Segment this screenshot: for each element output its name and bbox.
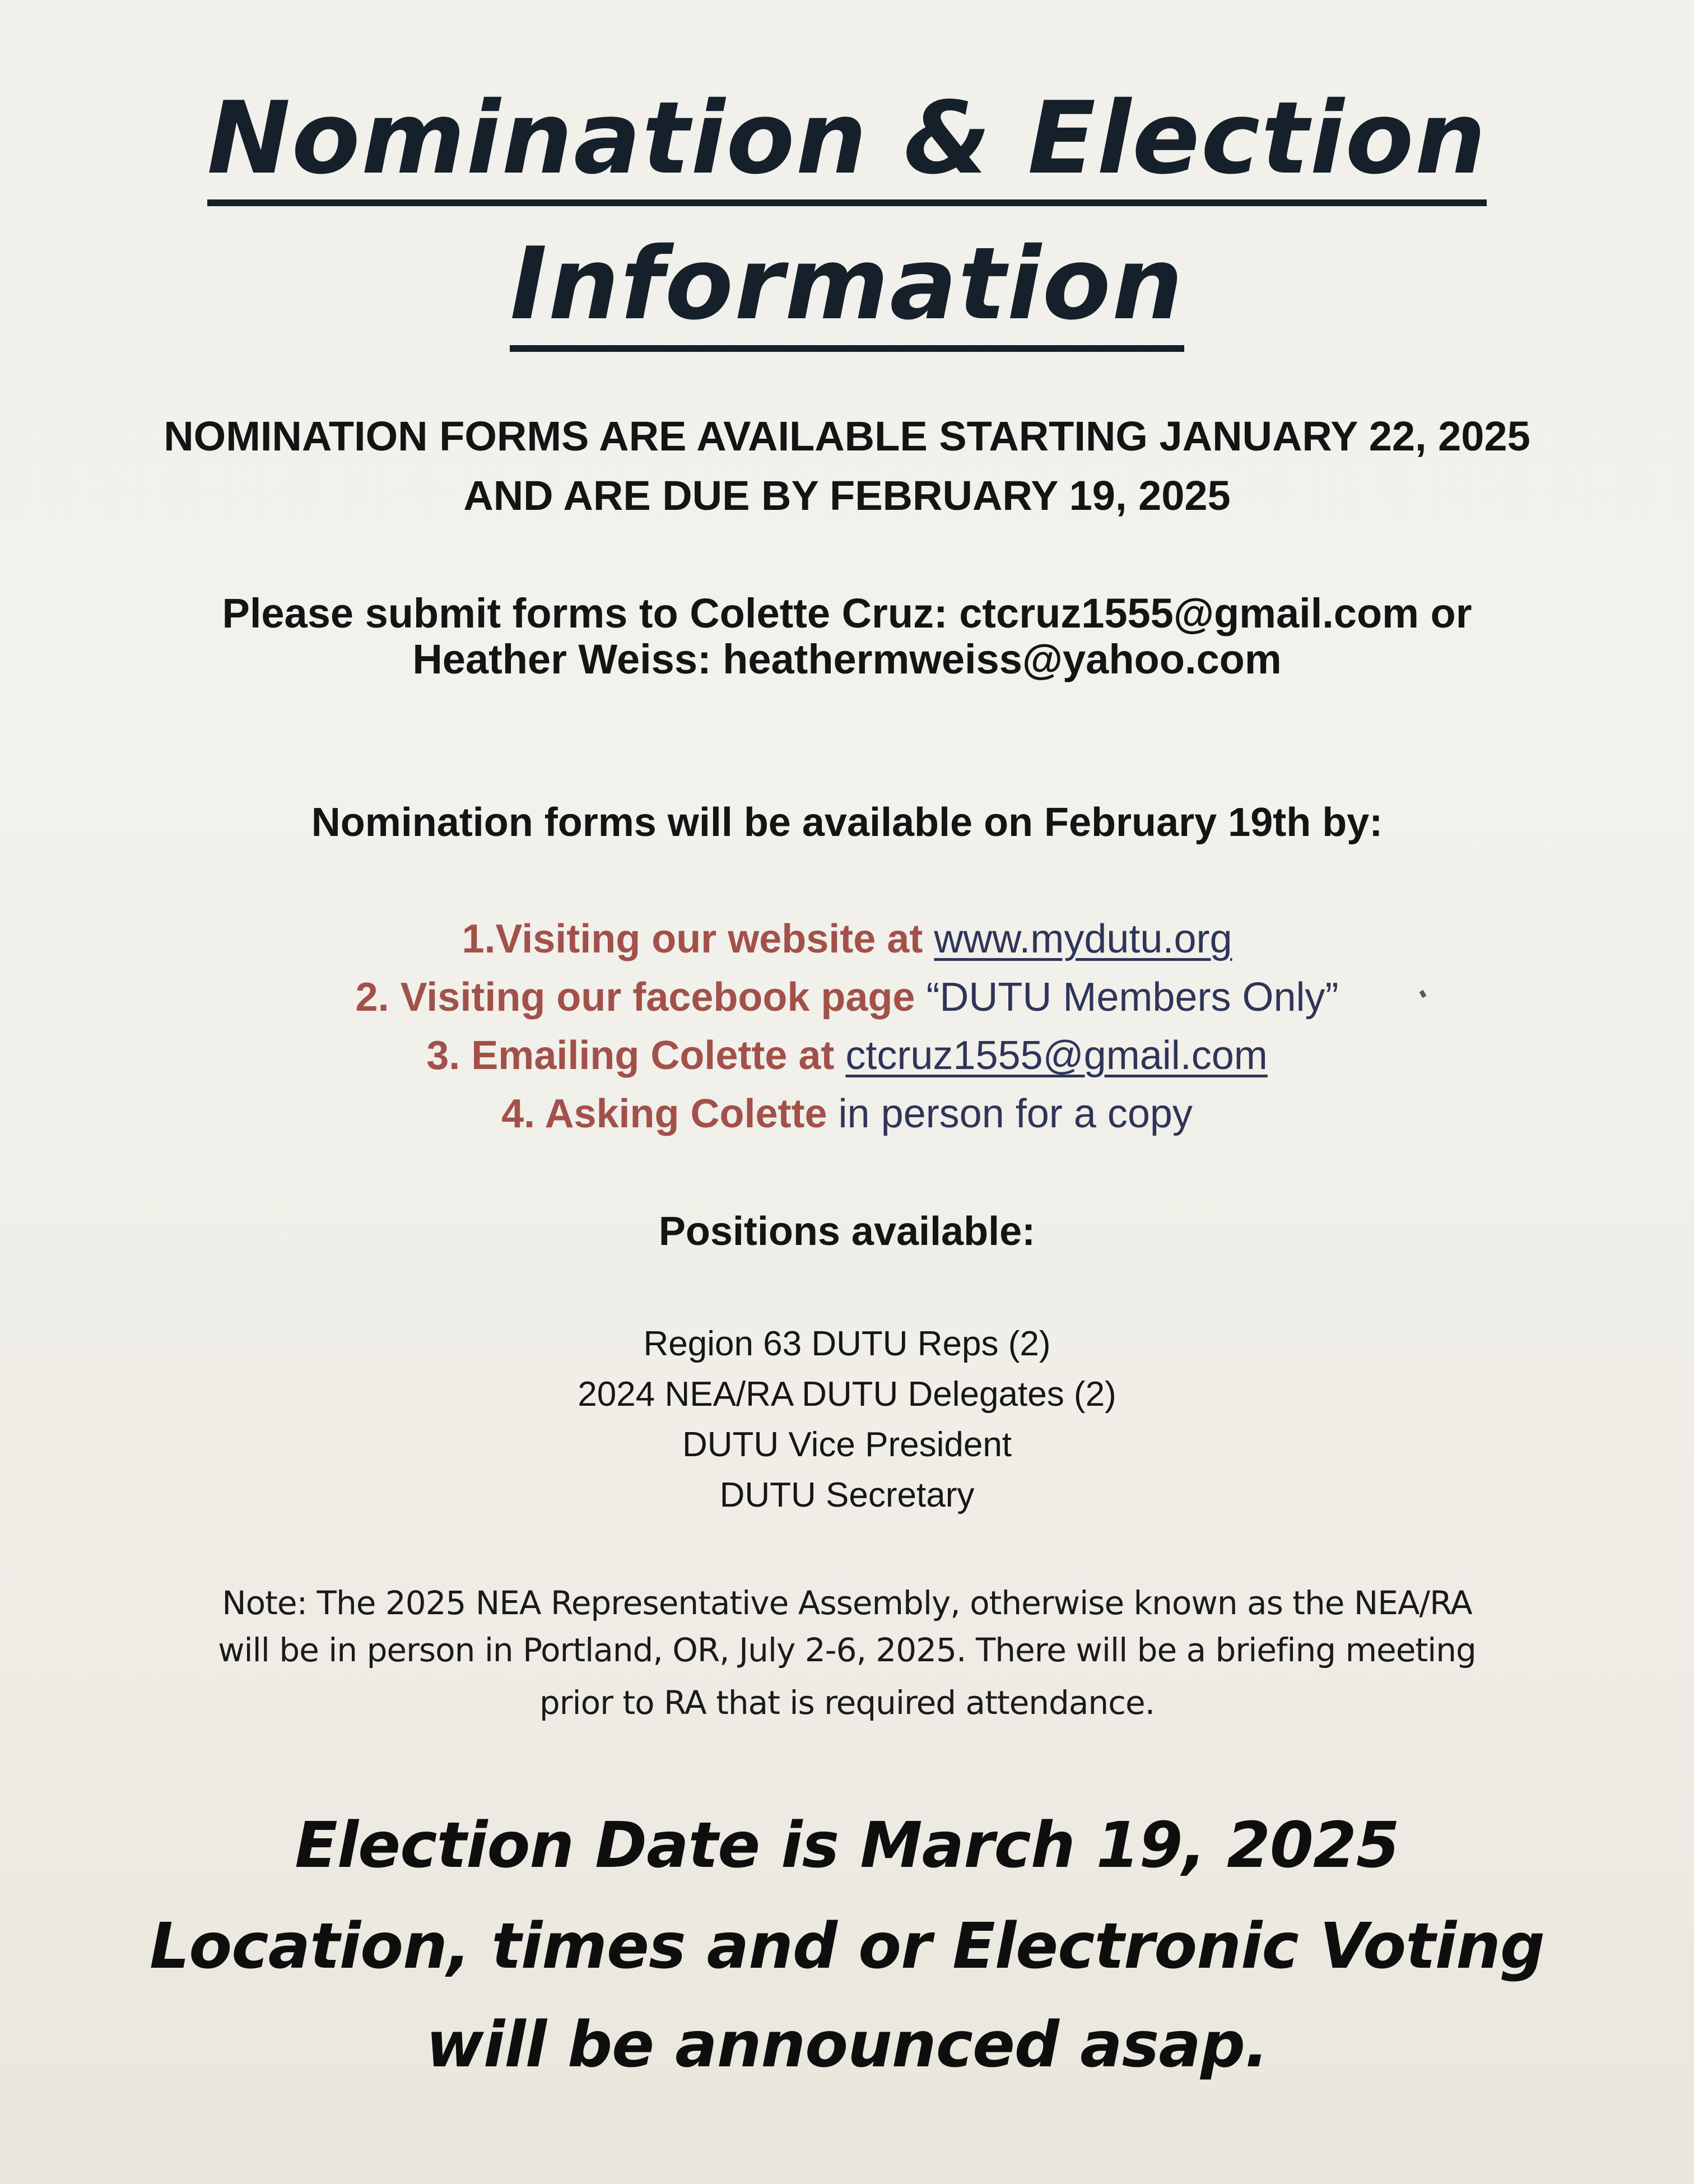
- page-title-line-1: [0, 80, 1694, 196]
- availability-line-1: NOMINATION FORMS ARE AVAILABLE STARTING JANUARY 22, 2025: [164, 413, 1530, 459]
- page-title-line-2: [0, 226, 1694, 342]
- note-line-1: Note: The 2025 NEA Representative Assembly, otherwise known as the NEA/RA: [222, 1584, 1472, 1622]
- title-text-2: Information: [510, 226, 1184, 352]
- note-line-2: will be in person in Portland, OR, July 2-6, 2025. There will be a briefing meeting: [218, 1631, 1476, 1669]
- method-lead: 1.Visiting our website at: [462, 917, 934, 961]
- method-item-facebook: [0, 975, 1694, 1020]
- facebook-page-name: “DUTU Members Only”: [926, 975, 1339, 1020]
- note-line-3: prior to RA that is required attendance.: [539, 1684, 1155, 1722]
- position-item: Region 63 DUTU Reps (2): [643, 1325, 1051, 1363]
- position-item: DUTU Secretary: [719, 1476, 975, 1514]
- forms-availability-heading: Nomination forms will be available on February 19th by:: [311, 800, 1383, 845]
- position-item: 2024 NEA/RA DUTU Delegates (2): [578, 1375, 1116, 1414]
- submit-instructions-line-2: Heather Weiss: heathermweiss@yahoo.com: [412, 636, 1282, 682]
- availability-line-2: AND ARE DUE BY FEBRUARY 19, 2025: [463, 472, 1231, 519]
- method-item-website: [0, 919, 1694, 959]
- website-link[interactable]: www.mydutu.org: [934, 917, 1232, 961]
- election-date-line: Election Date is March 19, 2025: [295, 1809, 1399, 1882]
- method-detail: in person for a copy: [838, 1091, 1193, 1136]
- title-text-1: Nomination & Election: [207, 80, 1487, 206]
- method-lead: 2. Visiting our facebook page: [355, 975, 927, 1020]
- method-lead: 4. Asking Colette: [501, 1091, 839, 1136]
- position-item: DUTU Vice President: [682, 1425, 1012, 1464]
- election-details-line-1: Location, times and or Electronic Voting: [149, 1910, 1545, 1983]
- positions-heading: Positions available:: [658, 1209, 1036, 1254]
- method-item-email: [0, 1035, 1694, 1076]
- email-link[interactable]: ctcruz1555@gmail.com: [845, 1033, 1268, 1078]
- election-details-line-2: will be announced asap.: [426, 2009, 1268, 2081]
- submit-instructions-line-1: Please submit forms to Colette Cruz: ctcruz1555@gmail.com or: [222, 590, 1472, 636]
- method-lead: 3. Emailing Colette at: [426, 1033, 846, 1078]
- method-item-in-person: [0, 1091, 1694, 1136]
